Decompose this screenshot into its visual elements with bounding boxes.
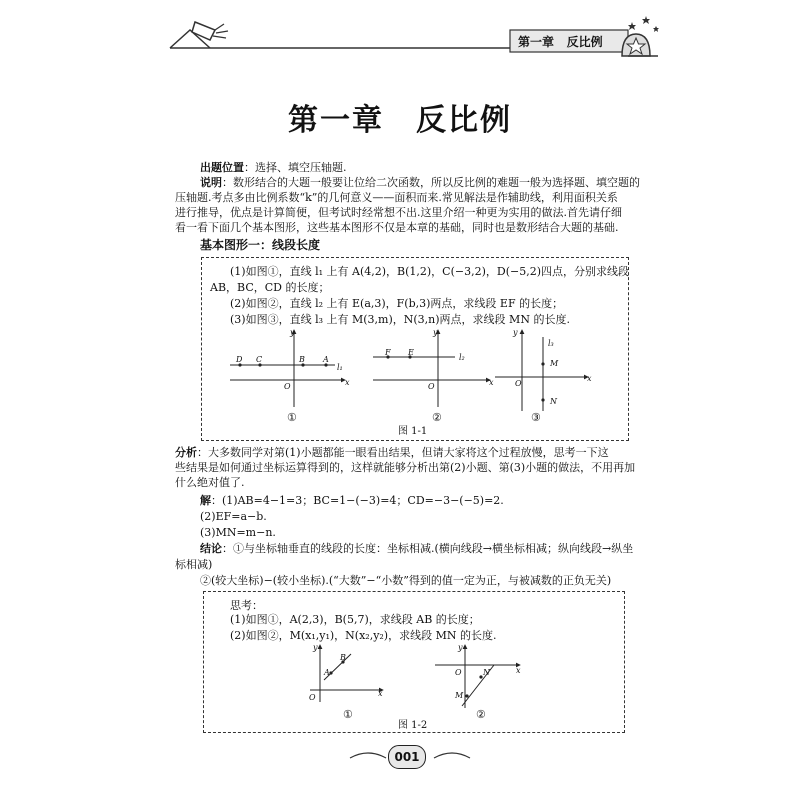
box2-q2: (2)如图②，M(x₁,y₁)，N(x₂,y₂)，求线段 MN 的长度. bbox=[230, 629, 497, 642]
fig2-label-B: B bbox=[340, 653, 346, 662]
desc-line-4: 看一看下面几个基本图形，这些基本图形不仅是本章的基础，同时也是数形结合大题的基础. bbox=[175, 221, 619, 234]
fig1-1-num-2: ② bbox=[432, 411, 442, 424]
solution-label: 解 bbox=[200, 494, 211, 507]
fig2-2-o-label: O bbox=[455, 668, 462, 677]
fig1-2-caption: 图 1-2 bbox=[398, 720, 428, 731]
header-chapter-title: 反比例 bbox=[566, 35, 603, 49]
box2-think: 思考： bbox=[230, 599, 263, 612]
fig1-1-panel-1 bbox=[230, 330, 345, 407]
fig1-1-num-3: ③ bbox=[531, 411, 541, 424]
label-E: E bbox=[408, 348, 414, 357]
header-chapter bbox=[518, 33, 603, 50]
fig1-1-y-label: y bbox=[290, 328, 295, 337]
solution-line-1 bbox=[200, 494, 504, 508]
fig2-label-A: A bbox=[324, 668, 330, 677]
label-B: B bbox=[299, 355, 305, 364]
fig1-2-o-label: O bbox=[428, 382, 435, 391]
fig1-1-panel-2 bbox=[373, 330, 490, 407]
fig1-2-y-label: y bbox=[433, 328, 438, 337]
box1-q3: (3)如图③，直线 l₃ 上有 M(3,m)，N(3,n)两点，求线段 MN 的长度. bbox=[230, 313, 570, 326]
label-F: F bbox=[385, 348, 391, 357]
fig1-1-panel-3 bbox=[495, 330, 588, 411]
label-A: A bbox=[323, 355, 329, 364]
fig2-1-y-label: y bbox=[313, 643, 318, 652]
box1-q2: (2)如图②，直线 l₂ 上有 E(a,3)，F(b,3)两点，求线段 EF 的长度； bbox=[230, 297, 564, 310]
box1-q1-line2: AB，BC，CD 的长度； bbox=[210, 281, 330, 294]
desc-line-1: ：数形结合的大题一般要让位给二次函数，所以反比例的难题一般为选择题、填空题的 bbox=[222, 176, 640, 189]
fig1-3-x-label: x bbox=[587, 374, 592, 383]
fig1-1-x-label: x bbox=[345, 378, 350, 387]
fig1-2-panel-2 bbox=[435, 645, 520, 708]
conclusion-line-3: ②(较大坐标)−(较小坐标).(“大数”−“小数”得到的值一定为正，与被减数的正负无关) bbox=[200, 574, 612, 587]
label-l1: l₁ bbox=[337, 363, 343, 372]
box2-q1: (1)如图①，A(2,3)，B(5,7)，求线段 AB 的长度； bbox=[230, 613, 480, 626]
page-title: 第一章 反比例 bbox=[288, 103, 512, 138]
analysis-text-1: ：大多数同学对第(1)小题都能一眼看出结果，但请大家将这个过程放慢，思考一下这 bbox=[197, 446, 609, 459]
header-chapter-label: 第一章 bbox=[518, 35, 555, 49]
fig2-label-M: M bbox=[455, 691, 464, 700]
analysis-line-2: 些结果是如何通过坐标运算得到的，这样就能够分析出第(2)小题、第(3)小题的做法，不用再加 bbox=[175, 461, 636, 474]
analysis-line-1 bbox=[175, 446, 609, 460]
conclusion-line-2: 标相减) bbox=[175, 558, 213, 571]
analysis-line-3: 什么绝对值了. bbox=[175, 476, 245, 489]
label-C: C bbox=[256, 355, 263, 364]
desc-label: 说明 bbox=[200, 176, 222, 189]
solution-line-2: (2)EF=a−b. bbox=[200, 510, 267, 523]
solution-line-3: (3)MN=m−n. bbox=[200, 526, 276, 539]
position-label: 出题位置 bbox=[200, 161, 244, 174]
fig1-3-y-label: y bbox=[513, 328, 518, 337]
intro-desc-1 bbox=[200, 176, 640, 190]
fig2-2-x-label: x bbox=[516, 666, 521, 675]
box1-q1-line1: (1)如图①，直线 l₁ 上有 A(4,2)，B(1,2)，C(−3,2)，D(−5,2)四点，分别求线段 bbox=[230, 265, 630, 278]
fig2-1-x-label: x bbox=[378, 689, 383, 698]
label-D: D bbox=[236, 355, 243, 364]
fig1-2-num-1: ① bbox=[343, 708, 353, 721]
analysis-label: 分析 bbox=[175, 446, 197, 459]
intro-position bbox=[200, 161, 347, 175]
section1-heading: 基本图形一：线段长度 bbox=[200, 238, 321, 252]
fig2-2-y-label: y bbox=[458, 643, 463, 652]
solution-text-1: ：(1)AB=4−1=3；BC=1−(−3)=4；CD=−3−(−5)=2. bbox=[211, 494, 504, 507]
conclusion-text-1: ：①与坐标轴垂直的线段的长度：坐标相减.(横向线段→横坐标相减；纵向线段→纵坐 bbox=[222, 542, 634, 555]
fig2-label-N: N bbox=[483, 668, 490, 677]
desc-line-3: 进行推导，优点是计算简便，但考试时经常想不出.这里介绍一种更为实用的做法.首先请仔细 bbox=[175, 206, 622, 219]
desc-line-2: 压轴题.考点多由比例系数“k”的几何意义——面积而来.常见解法是作辅助线，利用面积关系 bbox=[175, 191, 618, 204]
page-number: 001 bbox=[388, 745, 426, 769]
label-M: M bbox=[550, 359, 559, 368]
conclusion-label: 结论 bbox=[200, 542, 222, 555]
fig1-2-num-2: ② bbox=[476, 708, 486, 721]
fig1-1-caption: 图 1-1 bbox=[398, 426, 428, 437]
label-l3: l₃ bbox=[548, 339, 554, 348]
fig1-2-x-label: x bbox=[489, 378, 494, 387]
fig1-3-o-label: O bbox=[515, 379, 522, 388]
label-l2: l₂ bbox=[459, 353, 465, 362]
header-decoration bbox=[0, 0, 800, 70]
label-N: N bbox=[550, 397, 557, 406]
conclusion-line-1 bbox=[200, 542, 633, 556]
fig1-1-num-1: ① bbox=[287, 411, 297, 424]
fig1-1-o-label: O bbox=[284, 382, 291, 391]
star-badge-icon bbox=[622, 16, 659, 56]
figure-1-2 bbox=[300, 640, 530, 720]
fig2-1-o-label: O bbox=[309, 693, 316, 702]
fig1-2-panel-1 bbox=[310, 645, 383, 702]
position-text: ：选择、填空压轴题. bbox=[244, 161, 347, 174]
